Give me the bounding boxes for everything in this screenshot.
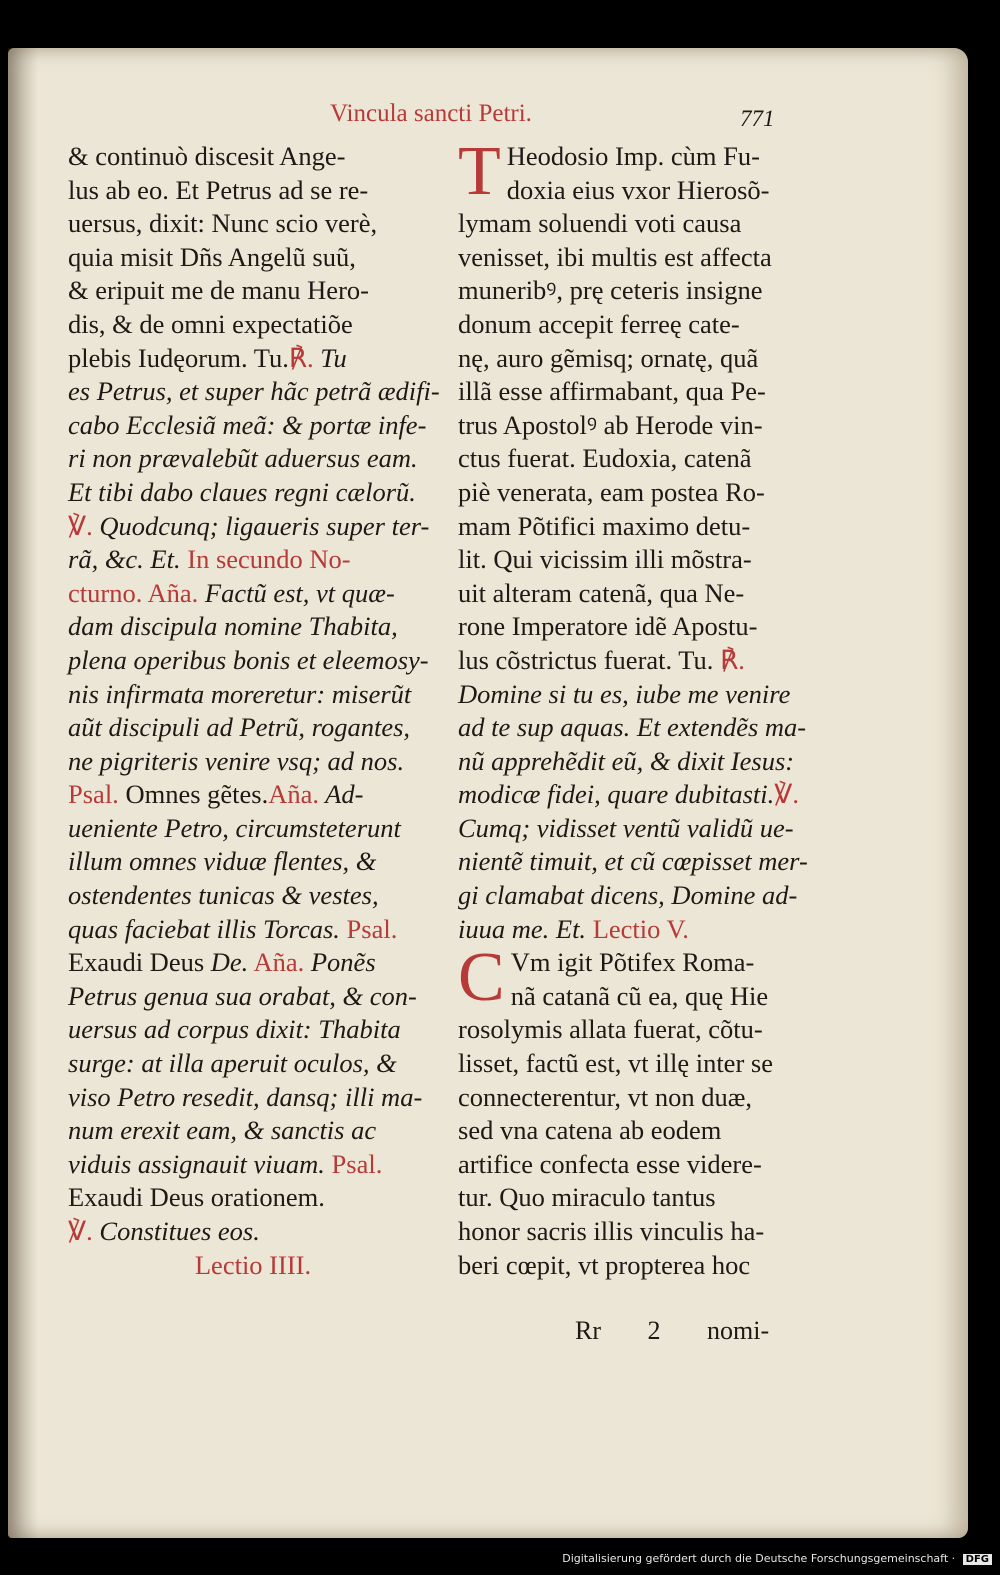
text-segment: rã, &c. Et. bbox=[68, 544, 181, 575]
text-line bbox=[458, 476, 836, 510]
text-segment: rosolymis allata fuerat, cõtu- bbox=[458, 1014, 763, 1045]
text-segment: uersus, dixit: Nunc scio verè, bbox=[68, 208, 378, 239]
text-line bbox=[458, 342, 836, 376]
text-line bbox=[458, 442, 836, 476]
text-segment: Heodosio Imp. cùm Fu- bbox=[506, 141, 760, 171]
text-segment: Constitues eos. bbox=[92, 1216, 260, 1246]
text-line bbox=[458, 980, 836, 1014]
text-line bbox=[68, 207, 438, 241]
text-segment: ueniente Petro, circumsteterunt bbox=[68, 812, 401, 843]
text-segment: quas faciebat illis Torcas. bbox=[68, 913, 340, 944]
drop-initial: T bbox=[458, 133, 501, 210]
text-line bbox=[68, 476, 438, 510]
text-line bbox=[68, 1181, 438, 1215]
text-line bbox=[458, 577, 836, 611]
text-line bbox=[458, 308, 836, 342]
text-line bbox=[68, 778, 438, 812]
text-line bbox=[458, 745, 836, 779]
page-number: 771 bbox=[740, 106, 775, 131]
text-segment: Vm igit Põtifex Roma- bbox=[510, 947, 755, 978]
text-segment: ℣. bbox=[774, 779, 800, 810]
text-line bbox=[458, 274, 836, 308]
text-segment: & continuò discesit Ange- bbox=[68, 141, 346, 171]
text-line bbox=[68, 1047, 438, 1081]
text-line bbox=[68, 879, 438, 913]
text-segment: ad te sup aquas. Et extendẽs ma- bbox=[458, 712, 807, 743]
text-segment: Et tibi dabo claues regni cælorũ. bbox=[68, 476, 416, 507]
text-line bbox=[458, 1013, 836, 1047]
text-segment: Domine si tu es, iube me venire bbox=[458, 678, 791, 709]
text-segment: lit. Qui vicissim illi mõstra- bbox=[458, 544, 752, 575]
text-segment: Quodcunq; ligaueris super ter- bbox=[92, 510, 430, 541]
catchword: nomi- bbox=[707, 1316, 770, 1345]
text-segment: Aña. bbox=[268, 779, 319, 810]
text-line bbox=[68, 812, 438, 846]
text-segment: Aña. bbox=[248, 947, 305, 978]
text-line bbox=[68, 409, 438, 443]
text-segment: Tu bbox=[313, 342, 347, 373]
text-line bbox=[458, 1047, 836, 1081]
text-line bbox=[458, 1148, 836, 1182]
text-line bbox=[68, 510, 438, 544]
text-line bbox=[458, 510, 836, 544]
text-segment: Factũ est, vt quæ- bbox=[198, 577, 395, 608]
text-segment: cturno. Aña. bbox=[68, 577, 199, 608]
text-line bbox=[68, 644, 438, 678]
text-line bbox=[68, 946, 438, 980]
text-segment: honor sacris illis vinculis ha- bbox=[458, 1216, 765, 1246]
text-segment: lisset, factũ est, vt illę inter se bbox=[458, 1048, 773, 1079]
text-segment: Lectio IIII. bbox=[194, 1249, 312, 1280]
text-segment: aũt discipuli ad Petrũ, rogantes, bbox=[68, 712, 411, 743]
text-segment: cabo Ecclesiã meã: & portæ infe- bbox=[68, 409, 427, 440]
text-line bbox=[68, 1148, 438, 1182]
text-line bbox=[458, 610, 836, 644]
text-segment: ℟. bbox=[713, 644, 745, 675]
text-segment: trus Apostolꝰ ab Herode vin- bbox=[458, 409, 763, 440]
text-line bbox=[458, 778, 836, 812]
text-segment: donum accepit ferreę cate- bbox=[458, 308, 740, 339]
text-segment: nę, auro gẽmisq; ornatę, quã bbox=[458, 342, 759, 373]
text-line bbox=[68, 1249, 438, 1283]
text-segment: ne pigriteris venire vsq; ad nos. bbox=[68, 745, 405, 776]
text-line bbox=[458, 174, 836, 208]
text-segment: nũ apprehẽdit eũ, & dixit Iesus: bbox=[458, 745, 795, 776]
text-segment: nã catanã cũ ea, quę Hie bbox=[510, 980, 769, 1011]
text-line bbox=[458, 207, 836, 241]
text-line bbox=[68, 140, 438, 174]
text-segment: mam Põtifici maximo detu- bbox=[458, 510, 751, 541]
text-segment: lus ab eo. Et Petrus ad se re- bbox=[68, 174, 369, 205]
text-line bbox=[68, 375, 438, 409]
leaf-number: 2 bbox=[647, 1316, 661, 1345]
running-head: Vincula sancti Petri. bbox=[330, 100, 532, 127]
right-text-column bbox=[458, 133, 836, 1282]
text-line bbox=[68, 610, 438, 644]
text-line bbox=[458, 1081, 836, 1115]
text-segment: artifice confecta esse videre- bbox=[458, 1148, 762, 1179]
text-segment: viso Petro resedit, dansq; illi ma- bbox=[68, 1081, 423, 1112]
text-line bbox=[458, 711, 836, 745]
text-line bbox=[68, 174, 438, 208]
text-line bbox=[458, 241, 836, 275]
text-line bbox=[458, 879, 836, 913]
text-segment: num erexit eam, & sanctis ac bbox=[68, 1115, 377, 1146]
funding-footer bbox=[562, 1552, 992, 1565]
text-segment: Exaudi Deus bbox=[68, 947, 211, 978]
text-segment: dam discipula nomine Thabita, bbox=[68, 611, 398, 642]
dfg-badge: DFG bbox=[963, 1554, 992, 1565]
text-segment: Lectio V. bbox=[586, 913, 689, 944]
text-segment: plena operibus bonis et eleemosy- bbox=[68, 644, 429, 675]
text-segment: uersus ad corpus dixit: Thabita bbox=[68, 1014, 401, 1045]
text-line bbox=[68, 543, 438, 577]
text-segment: nis infirmata moreretur: miserũt bbox=[68, 678, 412, 709]
text-segment: ℟. bbox=[288, 342, 314, 373]
text-segment: connecterentur, vt non duæ, bbox=[458, 1081, 753, 1112]
text-line bbox=[68, 342, 438, 376]
text-segment: lymam soluendi voti causa bbox=[458, 208, 742, 239]
text-segment: sed vna catena ab eodem bbox=[458, 1115, 722, 1146]
text-segment: ctus fuerat. Eudoxia, catenã bbox=[458, 443, 752, 474]
page-gutter-shadow bbox=[8, 48, 38, 1538]
signature-mark: Rr bbox=[575, 1316, 601, 1345]
text-segment: Omnes gẽtes. bbox=[118, 779, 269, 810]
text-line bbox=[68, 274, 438, 308]
page-header bbox=[330, 100, 810, 140]
text-segment: In secundo No- bbox=[180, 544, 351, 575]
text-line bbox=[458, 913, 836, 947]
text-segment: ostendentes tunicas & vestes, bbox=[68, 880, 379, 911]
text-line bbox=[458, 409, 836, 443]
text-segment: De. bbox=[210, 947, 249, 978]
text-line bbox=[458, 1114, 836, 1148]
text-segment: piè venerata, eam postea Ro- bbox=[458, 476, 765, 507]
left-text-column bbox=[68, 140, 438, 1282]
text-segment: Ad- bbox=[319, 779, 364, 810]
text-line bbox=[458, 678, 836, 712]
text-segment: ℣. bbox=[68, 1216, 93, 1246]
text-line bbox=[68, 1215, 438, 1249]
text-line bbox=[458, 1181, 836, 1215]
text-line bbox=[68, 678, 438, 712]
text-line bbox=[68, 1114, 438, 1148]
text-segment: viduis assignauit viuam. bbox=[68, 1148, 325, 1179]
text-segment: ℣. bbox=[68, 510, 93, 541]
text-segment: Ponẽs bbox=[304, 947, 376, 978]
text-segment: illã esse affirmabant, qua Pe- bbox=[458, 376, 766, 407]
text-line bbox=[68, 913, 438, 947]
text-line bbox=[68, 442, 438, 476]
text-line bbox=[458, 1249, 836, 1283]
text-segment: beri cœpit, vt propterea hoc bbox=[458, 1249, 751, 1280]
text-segment: doxia eius vxor Hierosõ- bbox=[506, 174, 770, 205]
text-segment: muneribꝰ, prę ceteris insigne bbox=[458, 275, 763, 306]
text-segment: Cumq; vidisset ventũ validũ ue- bbox=[458, 812, 794, 843]
text-line bbox=[458, 644, 836, 678]
text-line bbox=[458, 812, 836, 846]
text-segment: rone Imperatore idẽ Apostu- bbox=[458, 611, 758, 642]
text-line bbox=[458, 845, 836, 879]
text-line bbox=[458, 1215, 836, 1249]
text-segment: plebis Iudęorum. Tu. bbox=[68, 342, 289, 373]
text-segment: & eripuit me de manu Hero- bbox=[68, 275, 369, 306]
text-line bbox=[68, 577, 438, 611]
text-segment: venisset, ibi multis est affecta bbox=[458, 241, 772, 272]
text-line bbox=[68, 308, 438, 342]
footer-text: Digitalisierung gefördert durch die Deutsche Forschungsgemeinschaft · bbox=[562, 1552, 956, 1565]
text-line bbox=[68, 1013, 438, 1047]
text-segment: lus cõstrictus fuerat. Tu. bbox=[458, 644, 714, 675]
text-segment: gi clamabat dicens, Domine ad- bbox=[458, 880, 798, 911]
text-line bbox=[68, 241, 438, 275]
text-line bbox=[458, 543, 836, 577]
text-segment: modicæ fidei, quare dubitasti. bbox=[458, 779, 775, 810]
catchword-line bbox=[575, 1316, 809, 1346]
text-segment: quia misit Dñs Angelũ suũ, bbox=[68, 241, 356, 272]
text-line bbox=[68, 711, 438, 745]
text-segment: es Petrus, et super hãc petrã ædifi- bbox=[68, 376, 440, 407]
text-line bbox=[458, 375, 836, 409]
drop-initial: C bbox=[458, 939, 505, 1017]
text-segment: ri non prævalebũt aduersus eam. bbox=[68, 443, 418, 474]
text-segment: Psal. bbox=[68, 779, 119, 810]
text-segment: nientẽ timuit, et cũ cœpisset mer- bbox=[458, 846, 808, 877]
text-segment: Psal. bbox=[324, 1148, 383, 1179]
text-segment: surge: at illa aperuit oculos, & bbox=[68, 1048, 397, 1079]
text-segment: iuua me. Et. bbox=[458, 913, 587, 944]
text-segment: illum omnes viduæ flentes, & bbox=[68, 846, 377, 877]
text-segment: dis, & de omni expectatiõe bbox=[68, 308, 353, 339]
text-line bbox=[68, 745, 438, 779]
text-segment: Petrus genua sua orabat, & con- bbox=[68, 980, 417, 1011]
text-segment: uit alteram catenã, qua Ne- bbox=[458, 577, 745, 608]
text-segment: Exaudi Deus orationem. bbox=[68, 1182, 325, 1213]
text-segment: Psal. bbox=[339, 913, 398, 944]
text-segment: tur. Quo miraculo tantus bbox=[458, 1182, 716, 1213]
text-line bbox=[68, 1081, 438, 1115]
text-line bbox=[68, 845, 438, 879]
text-line bbox=[68, 980, 438, 1014]
